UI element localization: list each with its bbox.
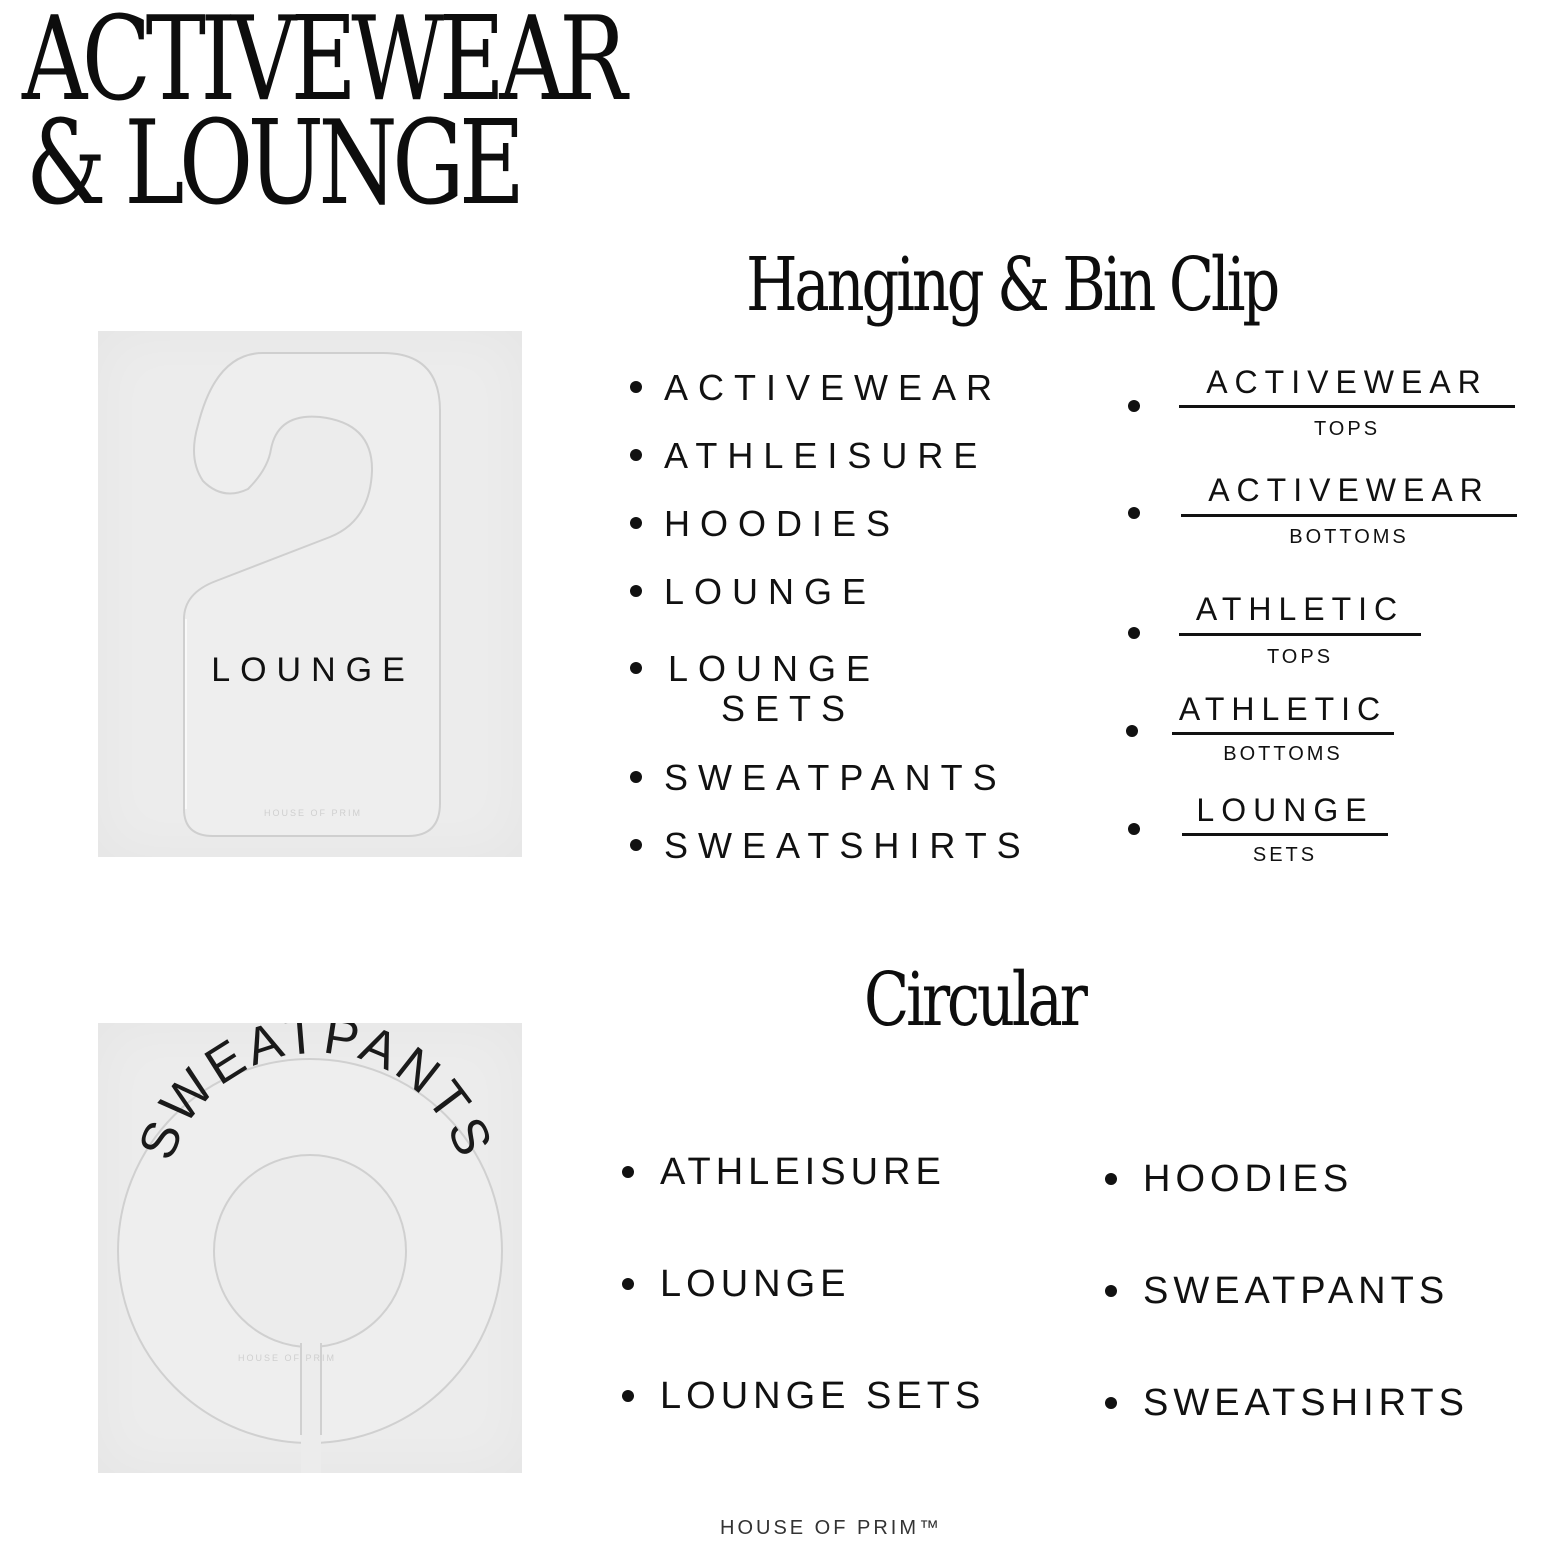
ring-brand-emboss: HOUSE OF PRIM [238,1353,337,1363]
bullet-dot [1128,400,1140,412]
fraction-label-top: ATHLETIC [1178,691,1388,727]
hanging-list-item: ACTIVEWEAR [664,367,1003,408]
fraction-label-top: ATHLETIC [1195,591,1405,627]
circular-section-heading: Circular [864,957,1085,1043]
fraction-label-bottom: BOTTOMS [1223,743,1343,765]
bullet-dot [1128,507,1140,519]
circular-list-item: LOUNGE SETS [660,1375,986,1417]
page-title-line-2: & LOUNGE [26,96,520,231]
fraction-label-bottom: TOPS [1313,418,1381,440]
bullet-dot [630,517,642,529]
bullet-dot [1128,823,1140,835]
hanging-section-heading: Hanging & Bin Clip [746,242,1278,328]
bullet-dot [622,1278,634,1290]
fraction-label-bottom: TOPS [1266,646,1334,668]
hanging-tag-photo [98,331,522,857]
bullet-dot [630,771,642,783]
bullet-dot [1105,1285,1117,1297]
bullet-dot [1105,1173,1117,1185]
hanging-list-item: SWEATPANTS [664,757,1007,798]
hanging-list-item: HOODIES [664,503,901,544]
bullet-dot [630,585,642,597]
bullet-dot [1128,627,1140,639]
bullet-dot [630,662,642,674]
hanging-list-item: LOUNGE [664,571,877,612]
page-title-line-1: ACTIVEWEAR [22,0,622,127]
bullet-dot [630,449,642,461]
circular-divider-photo [98,1023,522,1473]
fraction-label-top: LOUNGE [1196,792,1374,828]
fraction-divider [1179,405,1515,408]
circular-list-item: ATHLEISURE [660,1151,946,1193]
fraction-label-top: ACTIVEWEAR [1206,364,1488,400]
hanging-tag-illustration [98,331,522,857]
fraction-label-bottom: BOTTOMS [1289,526,1409,548]
fraction-divider [1182,833,1388,836]
bullet-dot [630,381,642,393]
bullet-dot [1126,725,1138,737]
fraction-label-bottom: SETS [1252,844,1318,866]
fraction-label-top: ACTIVEWEAR [1208,472,1490,508]
hanging-list-item: SWEATSHIRTS [664,825,1031,866]
bullet-dot [630,839,642,851]
circular-list-item: SWEATPANTS [1143,1270,1450,1312]
fraction-divider [1172,732,1394,735]
fraction-divider [1179,633,1421,636]
circular-divider-illustration [98,1023,522,1473]
circular-list-item: SWEATSHIRTS [1143,1382,1469,1424]
tag-brand-emboss: HOUSE OF PRIM [263,808,363,818]
bullet-dot [1105,1397,1117,1409]
hanging-list-item: LOUNGE [668,648,881,689]
circular-list-item: LOUNGE [660,1263,851,1305]
ring-label-text: SWEATPANTS [127,1023,505,1168]
fraction-divider [1181,514,1517,517]
brand-footer: HOUSE OF PRIM™ [720,1517,943,1539]
bullet-dot [622,1166,634,1178]
bullet-dot [622,1390,634,1402]
circular-list-item: HOODIES [1143,1158,1354,1200]
tag-label: LOUNGE [211,651,415,689]
hanging-list-item: ATHLEISURE [664,435,988,476]
hanging-list-item-continued: SETS [721,688,856,729]
